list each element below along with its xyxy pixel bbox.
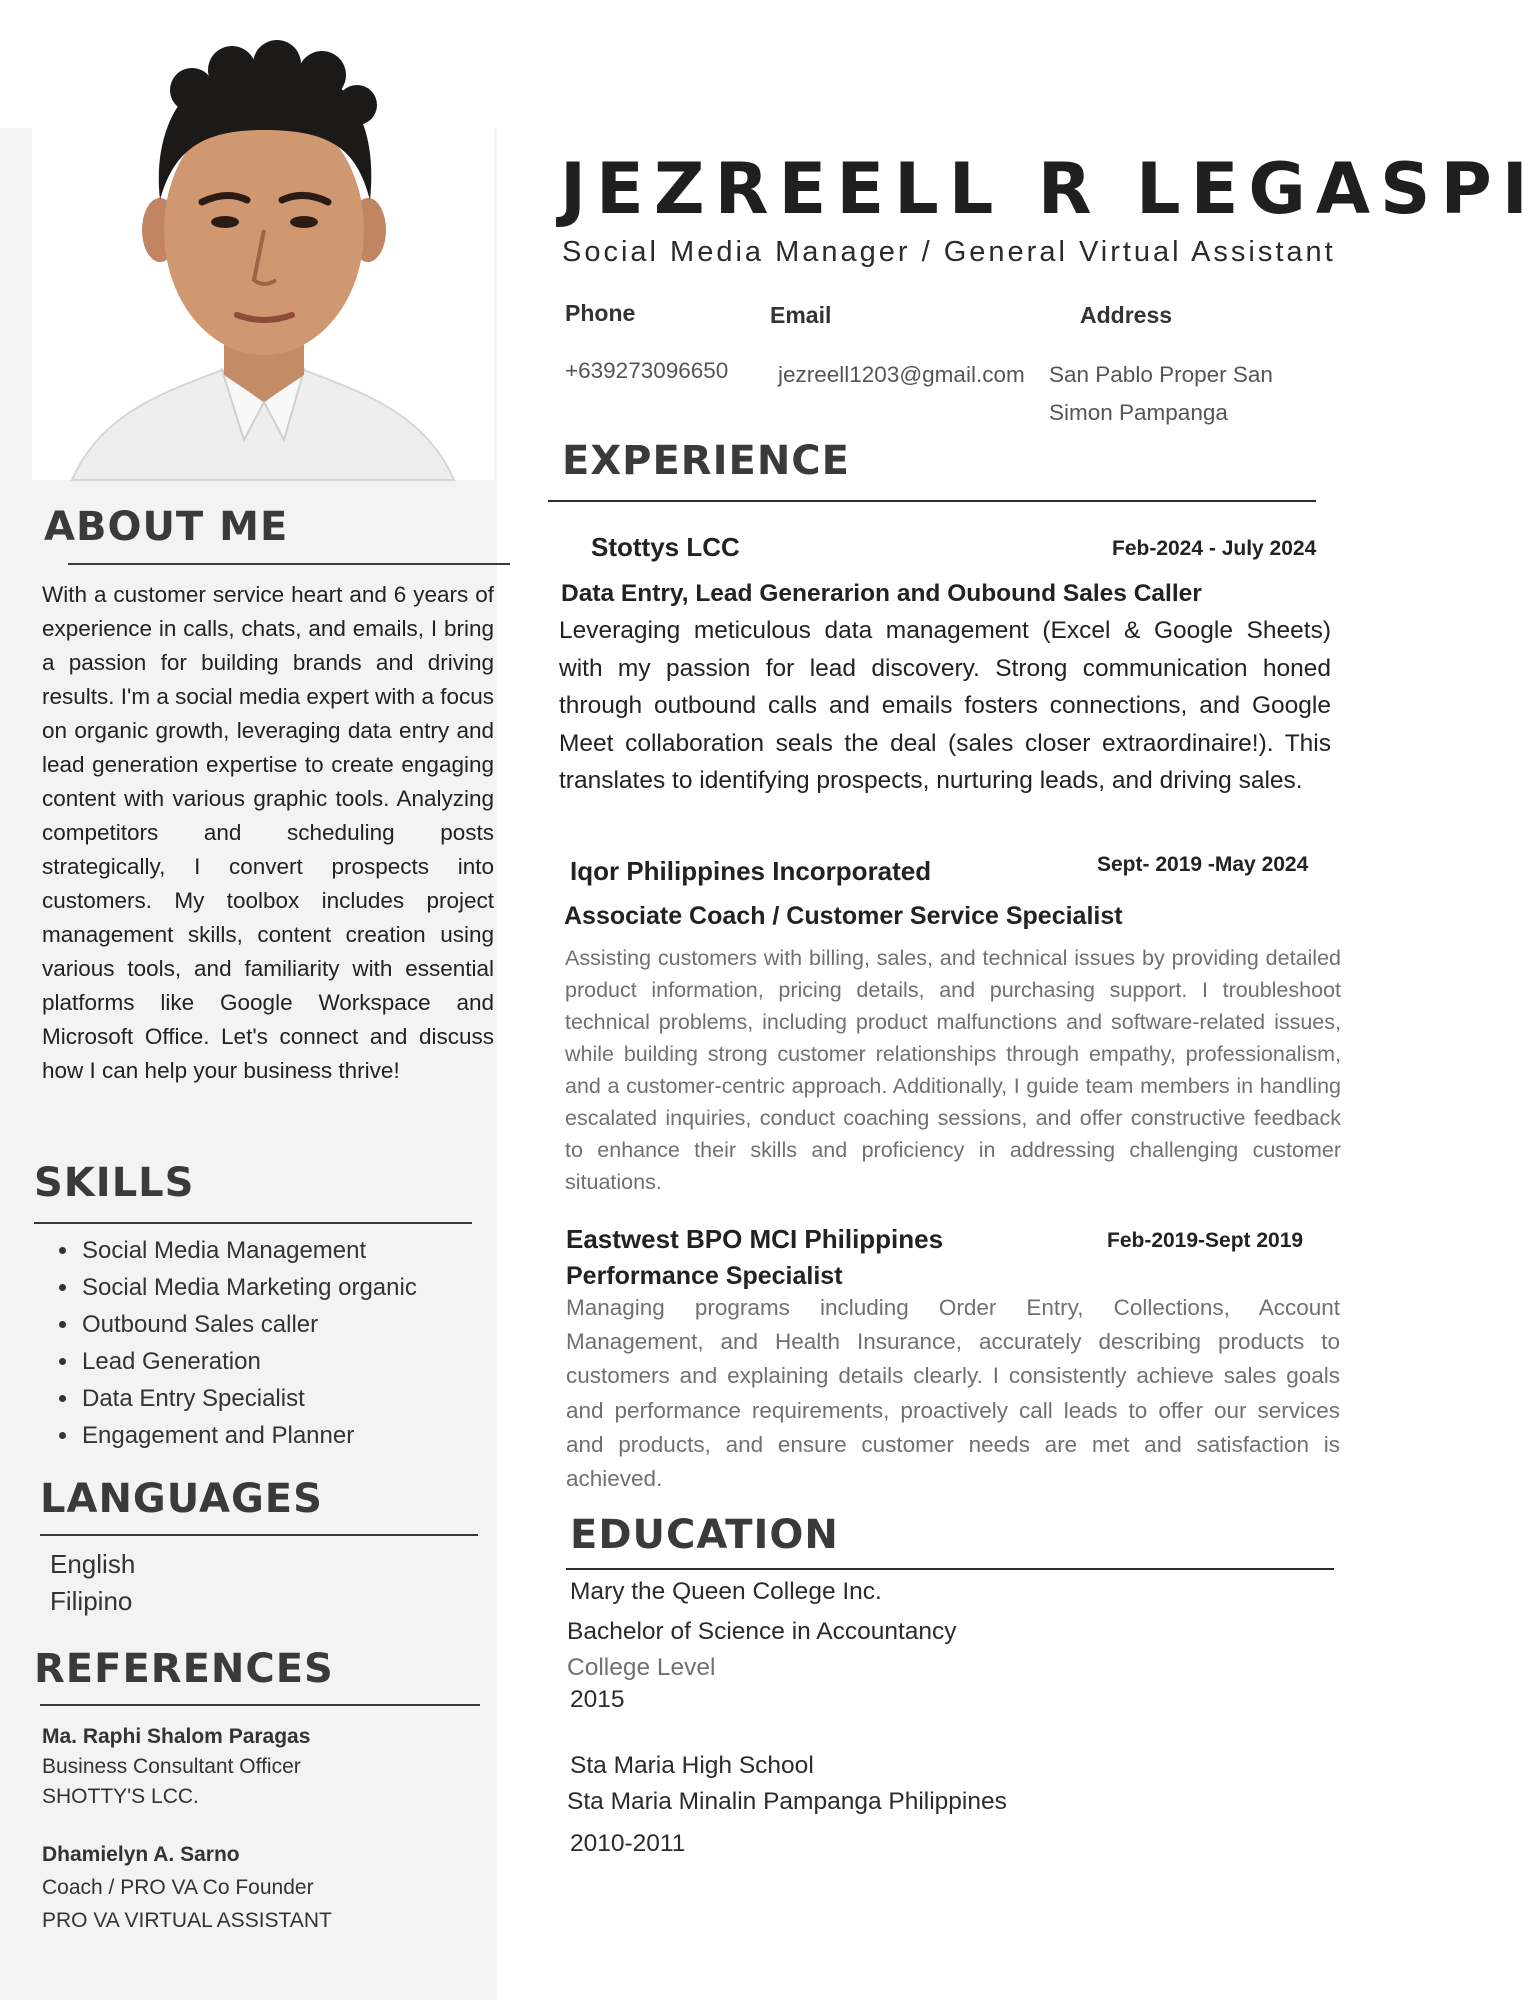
- references-divider: [40, 1704, 480, 1706]
- skill-item: • Engagement and Planner: [80, 1417, 500, 1454]
- address-line: Simon Pampanga: [1049, 400, 1228, 425]
- profile-photo-illustration: [32, 30, 494, 480]
- address-line: San Pablo Proper San: [1049, 362, 1273, 387]
- skill-item: • Social Media Management: [80, 1232, 500, 1269]
- phone-label: Phone: [565, 300, 636, 326]
- languages-divider: [40, 1534, 478, 1536]
- job-title: Social Media Manager / General Virtual Assistant: [562, 236, 1336, 268]
- experience-heading: EXPERIENCE: [562, 438, 850, 484]
- school-name: Mary the Queen College Inc.: [570, 1578, 882, 1605]
- school-name: Sta Maria High School: [570, 1752, 814, 1779]
- job-role: Performance Specialist: [566, 1262, 843, 1290]
- skill-item: • Social Media Marketing organic: [80, 1269, 500, 1306]
- education-level: College Level: [567, 1654, 716, 1681]
- address-value: [1049, 356, 1273, 432]
- skill-item: • Data Entry Specialist: [80, 1380, 500, 1417]
- phone-value: +639273096650: [565, 358, 729, 383]
- school-address: Sta Maria Minalin Pampanga Philippines: [567, 1788, 1007, 1815]
- skill-item: • Outbound Sales caller: [80, 1306, 500, 1343]
- languages-list: [50, 1546, 135, 1620]
- reference-name: Dhamielyn A. Sarno: [42, 1843, 240, 1866]
- email-value: jezreell1203@gmail.com: [778, 362, 1025, 387]
- reference-company: SHOTTY'S LCC.: [42, 1785, 199, 1808]
- reference-company: PRO VA VIRTUAL ASSISTANT: [42, 1909, 332, 1932]
- language-item: Filipino: [50, 1586, 133, 1616]
- references-heading: REFERENCES: [34, 1646, 334, 1692]
- full-name: JEZREELL R LEGASPI: [560, 148, 1538, 230]
- education-heading: EDUCATION: [570, 1512, 839, 1558]
- reference-position: Business Consultant Officer: [42, 1755, 301, 1778]
- graduation-year: 2015: [570, 1686, 625, 1713]
- job-role: Data Entry, Lead Generarion and Oubound Sales Caller: [561, 580, 1202, 607]
- job-dates: Sept- 2019 -May 2024: [1097, 853, 1309, 876]
- graduation-year: 2010-2011: [570, 1830, 686, 1857]
- job-description: Leveraging meticulous data management (Excel & Google Sheets) with my passion for lead discovery. Strong communication honed through outbound calls and emails fosters connections, and Google Meet collaboration seals the deal (sales closer extraordinaire!). This translates to identifying prospects, nurturing leads, and driving sales.: [559, 617, 1331, 794]
- language-item: English: [50, 1549, 136, 1579]
- reference-item: [42, 1838, 332, 1937]
- job-description: Assisting customers with billing, sales, and technical issues by providing detailed product information, pricing details, and purchasing support. I troubleshoot technical problems, including product malfunctions and software-related issues, while building strong customer relationships through empathy, professionalism, and a customer-centric approach. Additionally, I guide team members in handling escalated inquiries, conduct coaching sessions, and offer constructive feedback to enhance their skills and proficiency in addressing challenging customer situations.: [565, 946, 1341, 1194]
- email-label: Email: [770, 302, 832, 328]
- profile-photo: [32, 30, 494, 480]
- job-dates: Feb-2024 - July 2024: [1112, 537, 1317, 560]
- skills-list: [56, 1232, 500, 1454]
- about-divider: [68, 563, 510, 565]
- skills-divider: [34, 1222, 472, 1224]
- skills-heading: SKILLS: [34, 1160, 195, 1206]
- company-name: Iqor Philippines Incorporated: [570, 856, 932, 886]
- about-heading: ABOUT ME: [44, 504, 289, 550]
- company-name: Stottys LCC: [591, 532, 740, 562]
- education-divider: [566, 1568, 1334, 1570]
- skill-item: • Lead Generation: [80, 1343, 500, 1380]
- experience-divider: [548, 500, 1316, 502]
- languages-heading: LANGUAGES: [40, 1476, 323, 1522]
- reference-item: [42, 1722, 310, 1812]
- reference-name: Ma. Raphi Shalom Paragas: [42, 1725, 311, 1748]
- reference-position: Coach / PRO VA Co Founder: [42, 1876, 314, 1899]
- company-name: Eastwest BPO MCI Philippines: [566, 1224, 944, 1254]
- degree-program: Bachelor of Science in Accountancy: [567, 1618, 957, 1645]
- job-description: Managing programs including Order Entry, Collections, Account Management, and Health Insurance, accurately describing products to customers and explaining details clearly. I consistently achieve sales goals and performance requirements, proactively call leads to offer our services and products, and ensure customer needs are met and satisfaction is achieved.: [566, 1295, 1340, 1492]
- job-dates: Feb-2019-Sept 2019: [1107, 1229, 1304, 1252]
- about-text: With a customer service heart and 6 years of experience in calls, chats, and emails, I bring a passion for building brands and driving results. I'm a social media expert with a focus on organic growth, leveraging data entry and lead generation expertise to create engaging content with various graphic tools. Analyzing competitors and scheduling posts strategically, I convert prospects into customers. My toolbox includes project management skills, content creation using various tools, and familiarity with essential platforms like Google Workspace and Microsoft Office. Let's connect and discuss how I can help your business thrive!: [42, 582, 494, 1083]
- job-role: Associate Coach / Customer Service Specialist: [564, 902, 1123, 930]
- address-label: Address: [1080, 302, 1173, 328]
